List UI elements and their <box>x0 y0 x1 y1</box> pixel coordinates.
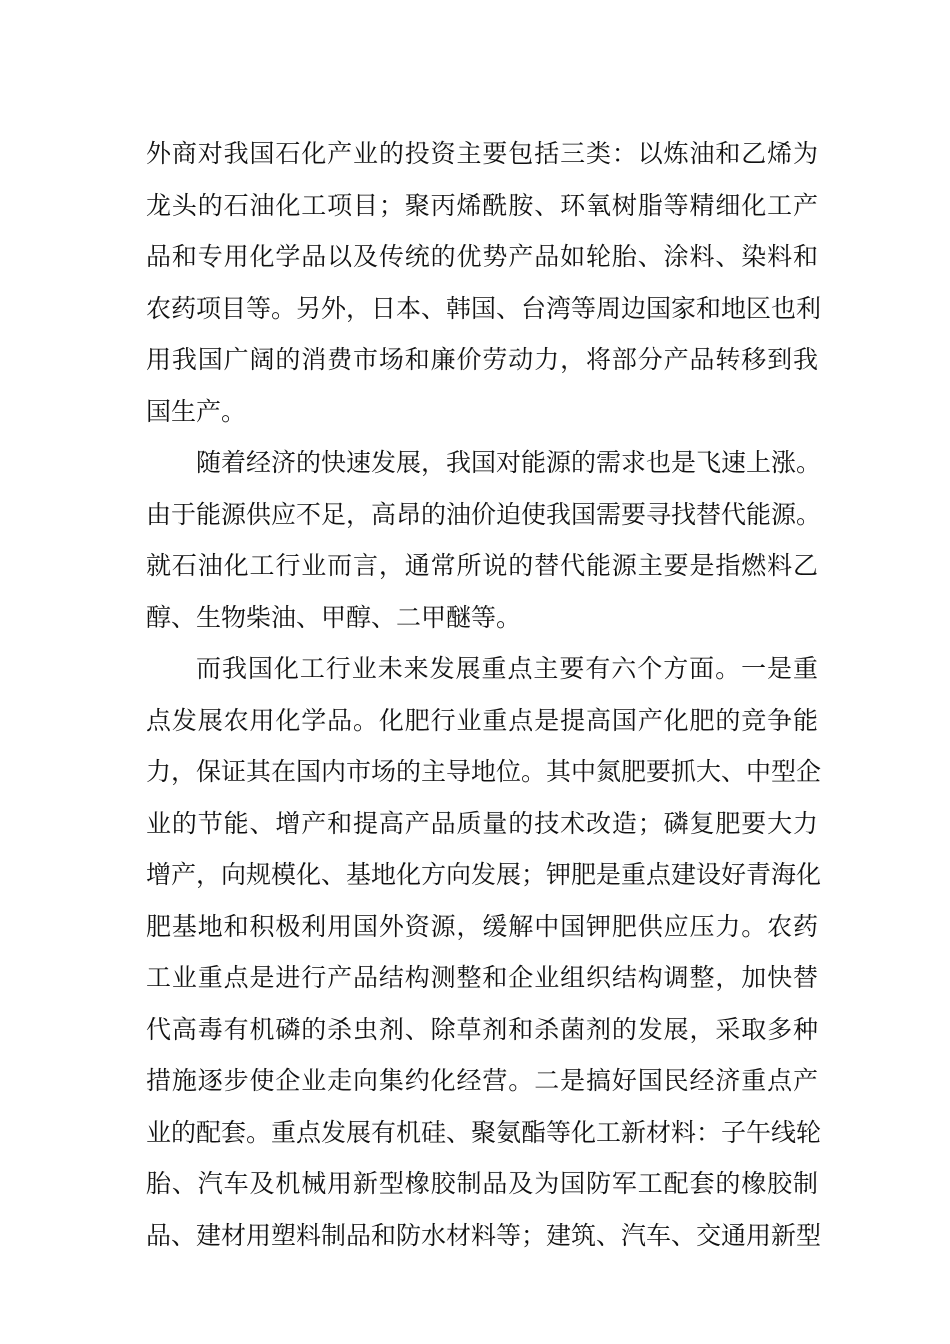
paragraph-1-line-6: 国生产。 <box>146 396 247 426</box>
paragraph-2-line-4: 醇、生物柴油、甲醇、二甲醚等。 <box>146 602 522 632</box>
paragraph-2-line-3: 就石油化工行业而言，通常所说的替代能源主要是指燃料乙 <box>146 551 818 580</box>
paragraph-1-line-4: 农药项目等。另外，日本、韩国、台湾等周边国家和地区也利 <box>146 293 822 323</box>
paragraph-3-line-4: 业的节能、增产和提高产品质量的技术改造；磷复肥要大力 <box>146 808 818 838</box>
paragraph-1-line-3: 品和专用化学品以及传统的优势产品如轮胎、涂料、染料和 <box>146 242 818 271</box>
paragraph-1-line-2: 龙头的石油化工项目；聚丙烯酰胺、环氧树脂等精细化工产 <box>146 190 818 220</box>
paragraph-3-line-2: 点发展农用化学品。化肥行业重点是提高国产化肥的竞争能 <box>146 705 818 735</box>
paragraph-2-line-2: 由于能源供应不足，高昂的油价迫使我国需要寻找替代能源。 <box>146 499 822 529</box>
paragraph-1-line-1: 外商对我国石化产业的投资主要包括三类：以炼油和乙烯为 <box>146 139 818 168</box>
paragraph-3-line-1: 而我国化工行业未来发展重点主要有六个方面。一是重 <box>196 654 818 683</box>
paragraph-3-line-9: 措施逐步使企业走向集约化经营。二是搞好国民经济重点产 <box>146 1066 818 1095</box>
paragraph-3-line-3: 力，保证其在国内市场的主导地位。其中氮肥要抓大、中型企 <box>146 757 822 786</box>
paragraph-1-line-5: 用我国广阔的消费市场和廉价劳动力，将部分产品转移到我 <box>146 345 818 374</box>
paragraph-3-line-11: 胎、汽车及机械用新型橡胶制品及为国防军工配套的橡胶制 <box>146 1169 818 1198</box>
paragraph-3-line-10: 业的配套。重点发展有机硅、聚氨酯等化工新材料：子午线轮 <box>146 1117 822 1147</box>
paragraph-3-line-5: 增产，向规模化、基地化方向发展；钾肥是重点建设好青海化 <box>146 860 822 889</box>
body-text <box>146 128 822 1261</box>
paragraph-3-line-12: 品、建材用塑料制品和防水材料等；建筑、汽车、交通用新型 <box>146 1220 822 1250</box>
paragraph-3-line-7: 工业重点是进行产品结构测整和企业组织结构调整，加快替 <box>146 963 818 992</box>
paragraph-2-line-1: 随着经济的快速发展，我国对能源的需求也是飞速上涨。 <box>196 448 822 477</box>
paragraph-3-line-8: 代高毒有机磷的杀虫剂、除草剂和杀菌剂的发展，采取多种 <box>146 1014 818 1044</box>
paragraph-3-line-6: 肥基地和积极利用国外资源，缓解中国钾肥供应压力。农药 <box>146 911 818 941</box>
